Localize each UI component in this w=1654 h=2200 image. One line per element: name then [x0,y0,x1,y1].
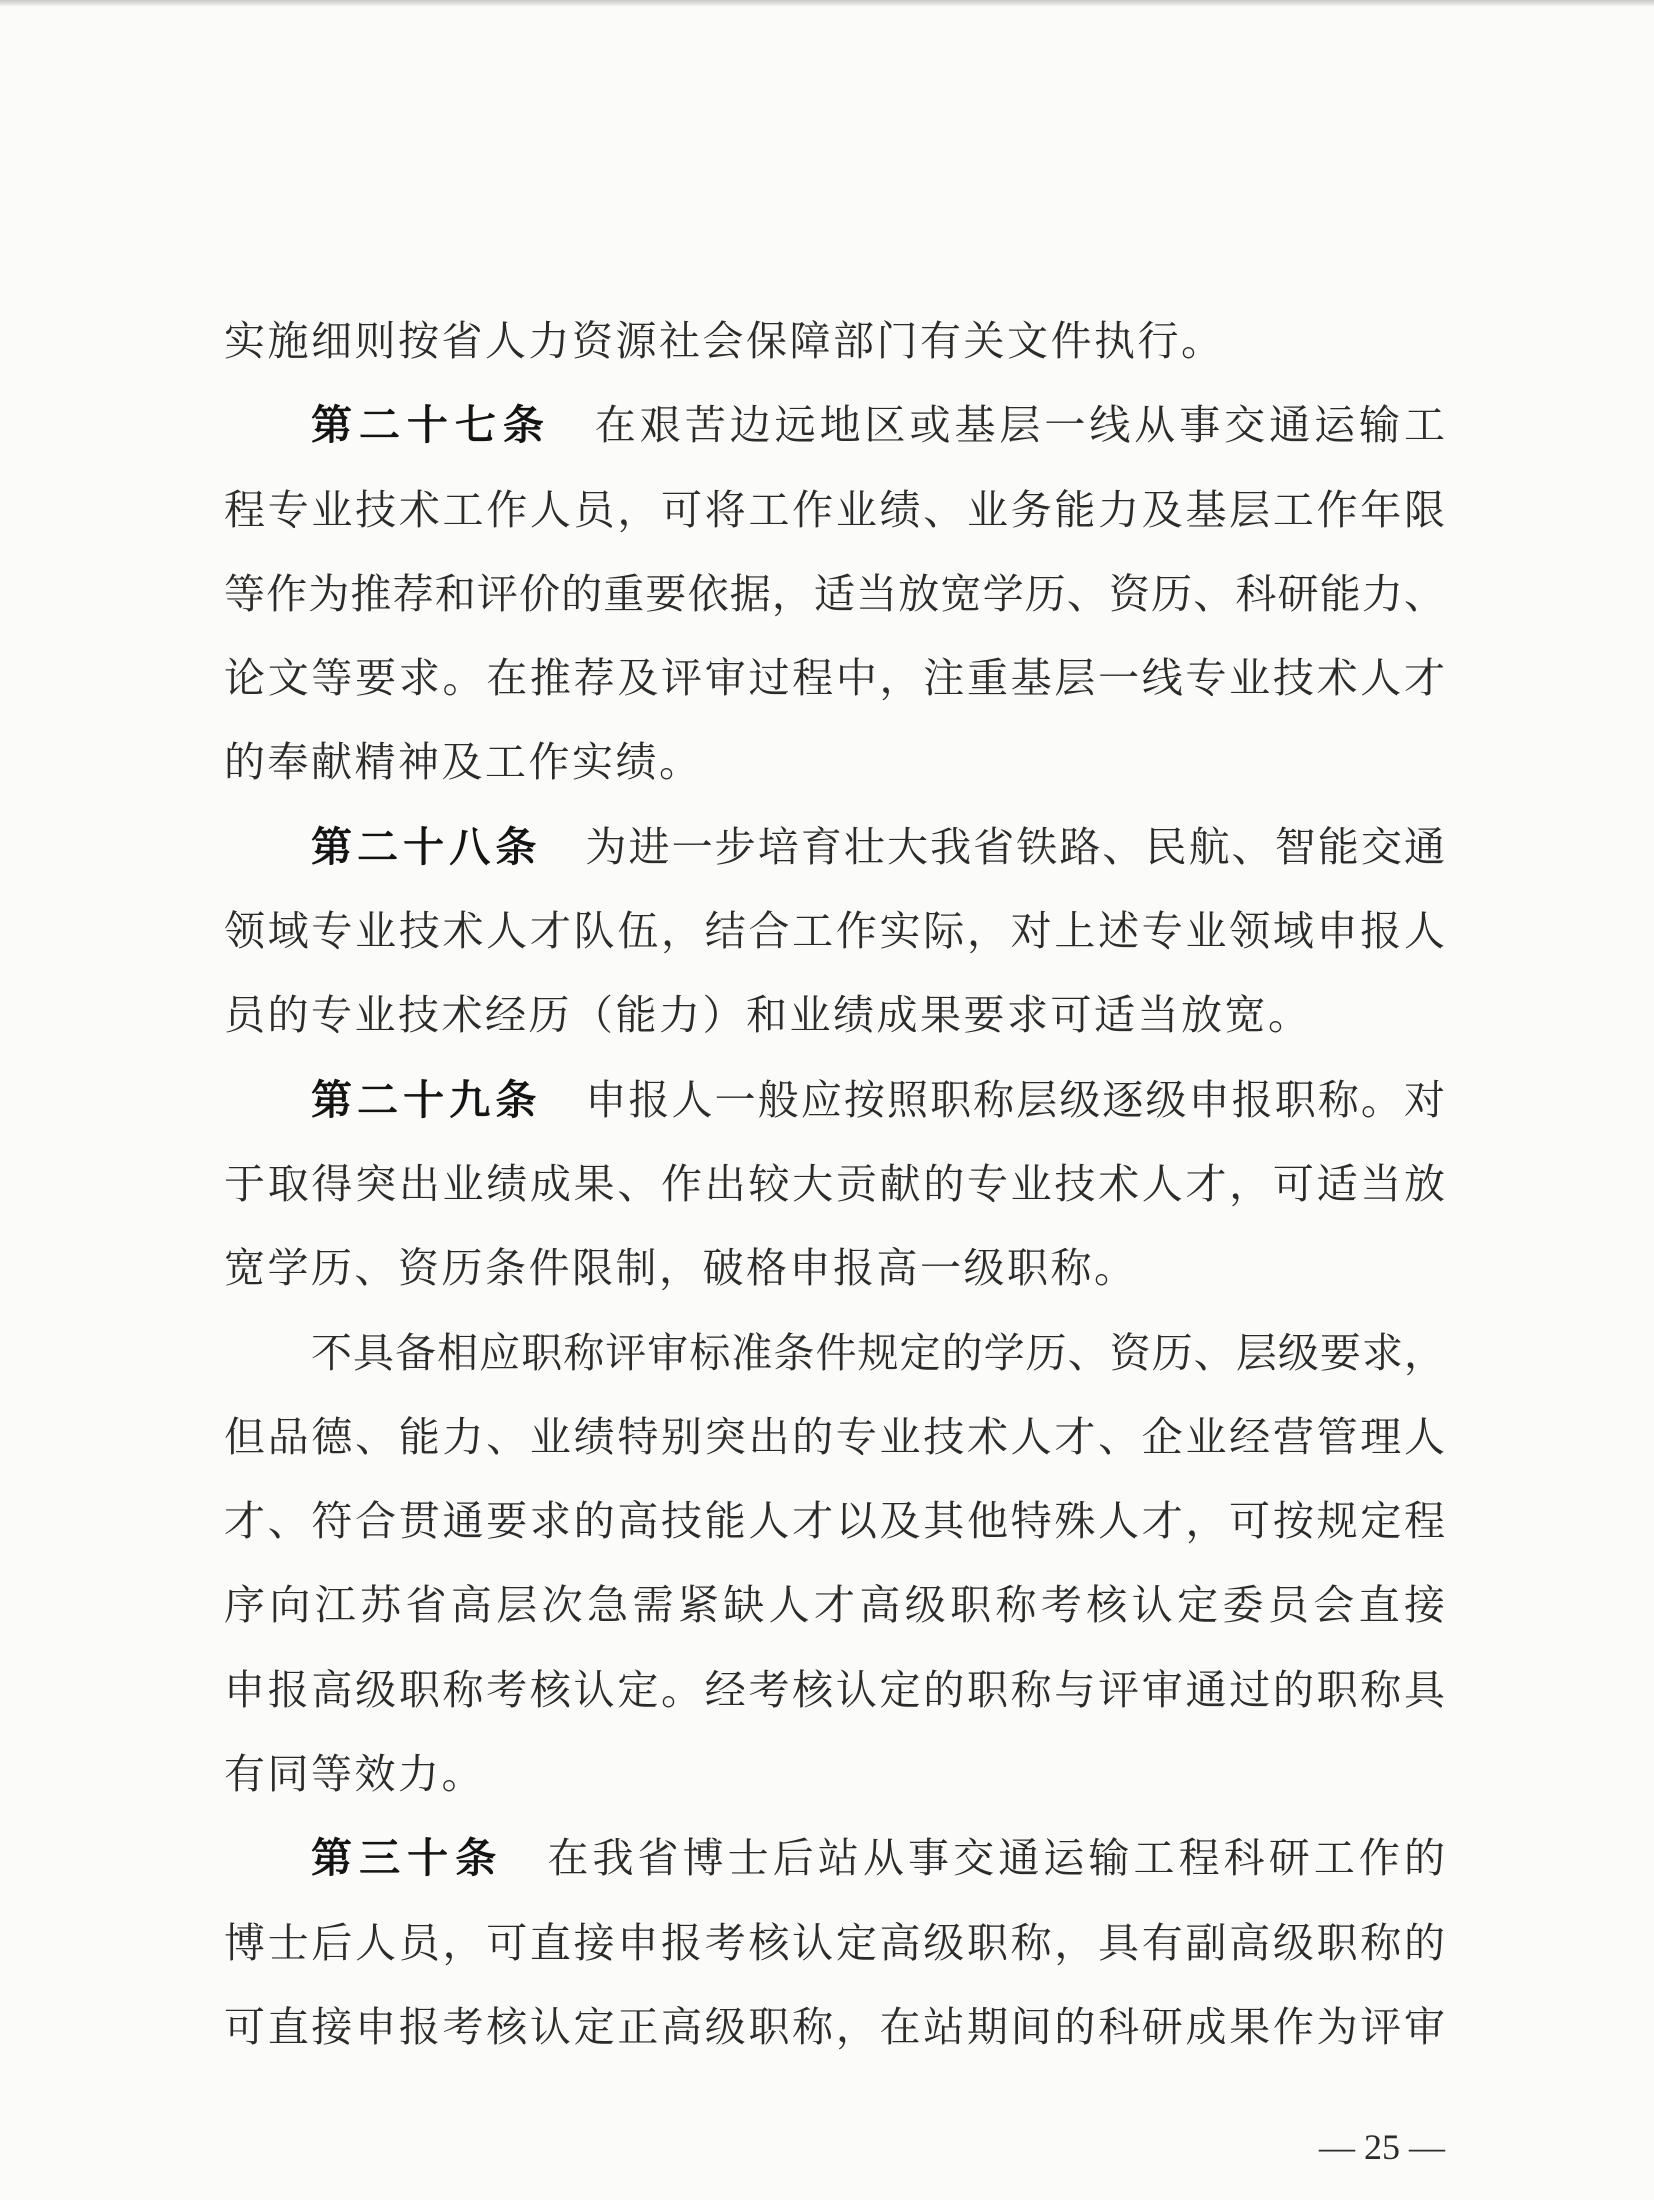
article-heading: 第二十九条 [311,1075,542,1124]
text-line: 实施细则按省人力资源社会保障部门有关文件执行。 [224,317,1225,365]
paragraph-article-27 [224,383,1445,804]
text-line: 序向江苏省高层次急需紧缺人才高级职称考核认定委员会直接 [224,1581,1445,1630]
paragraph-article-30 [224,1816,1445,2069]
text-line: 论文等要求。在推荐及评审过程中，注重基层一线专业技术人才 [224,654,1445,703]
text-line [224,1816,1445,1900]
text-line: 有同等效力。 [224,1750,485,1799]
text-line: 于取得突出业绩成果、作出较大贡献的专业技术人才，可适当放 [224,1159,1445,1208]
line-text: 申报人一般应按照职称层级逐级申报职称。对 [585,1075,1446,1124]
article-heading: 第二十七条 [311,401,551,450]
document-body [224,299,1445,2069]
paragraph-article-29 [224,1058,1445,1311]
text-line: 员的专业技术经历（能力）和业绩成果要求可适当放宽。 [224,991,1312,1040]
text-line: 不具备相应职称评审标准条件规定的学历、资历、层级要求， [311,1328,1445,1377]
article-heading: 第二十八条 [311,822,542,871]
text-line: 可直接申报考核认定正高级职称，在站期间的科研成果作为评审 [224,2002,1445,2051]
text-line: 才、符合贯通要求的高技能人才以及其他特殊人才，可按规定程 [224,1497,1445,1546]
text-line: 的奉献精神及工作实绩。 [224,738,703,787]
text-line: 等作为推荐和评价的重要依据，适当放宽学历、资历、科研能力、 [224,569,1445,618]
text-line: 程专业技术工作人员，可将工作业绩、业务能力及基层工作年限 [224,485,1445,534]
text-line [224,805,1445,889]
line-text: 在艰苦边远地区或基层一线从事交通运输工 [594,401,1446,450]
line-text: 在我省博士后站从事交通运输工程科研工作的 [547,1834,1446,1883]
paragraph-continuation [224,299,1445,383]
text-line: 博士后人员，可直接申报考核认定高级职称，具有副高级职称的 [224,1918,1445,1967]
text-line: 但品德、能力、业绩特别突出的专业技术人才、企业经营管理人 [224,1412,1445,1461]
text-line [224,1058,1445,1142]
text-line: 领域专业技术人才队伍，结合工作实际，对上述专业领域申报人 [224,907,1445,956]
paragraph-article-28 [224,805,1445,1058]
paragraph-special-talent [224,1311,1445,1817]
line-text: 为进一步培育壮大我省铁路、民航、智能交通 [585,822,1446,871]
text-line: 申报高级职称考核认定。经考核认定的职称与评审通过的职称具 [224,1665,1445,1714]
article-heading: 第三十条 [311,1834,504,1883]
page-number: — 25 — [1319,2127,1445,2167]
scan-top-edge [0,0,1654,6]
text-line [224,383,1445,467]
text-line: 宽学历、资历条件限制，破格申报高一级职称。 [224,1244,1138,1293]
